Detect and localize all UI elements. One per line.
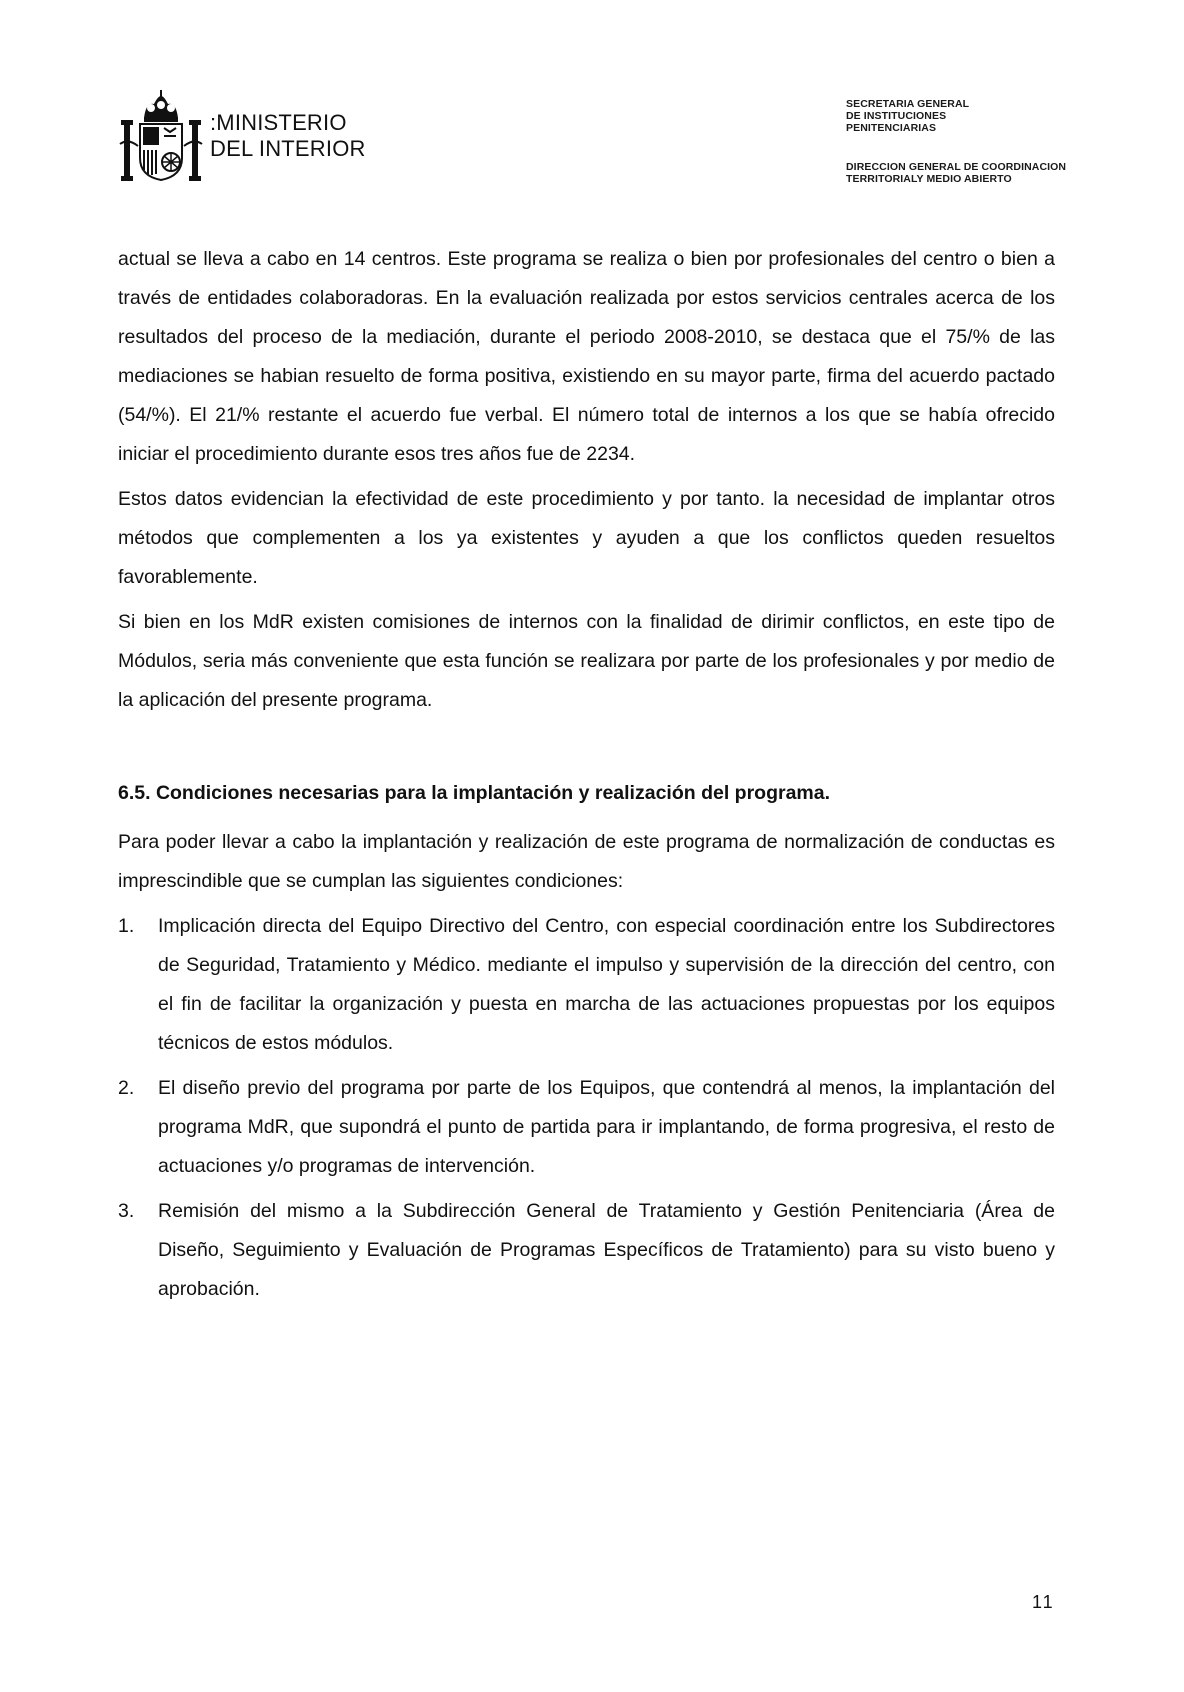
direccion-line: TERRITORIALY MEDIO ABIERTO xyxy=(846,173,1012,185)
direccion-line: DIRECCION GENERAL DE COORDINACION xyxy=(846,161,1067,173)
list-item-text: El diseño previo del programa por parte de los Equipos, que contendrá al menos, la implantación del programa MdR, que supondrá el punto de partida para ir implantando, de forma progresiva, el resto de actuaciones y/o programas de intervención. xyxy=(158,1077,1055,1177)
page-number: 11 xyxy=(1032,1592,1055,1612)
list-item-text: Remisión del mismo a la Subdirección General de Tratamiento y Gestión Penitenciaria (Área de Diseño, Seguimiento y Evaluación de Programas Específicos de Tratamiento) para su visto bueno y aprobación. xyxy=(158,1200,1055,1300)
paragraph: Si bien en los MdR existen comisiones de internos con la finalidad de dirimir conflictos, en este tipo de Módulos, seria más conveniente que esta función se realizara por parte de los profesionales y por medio de la aplicación del presente programa. xyxy=(118,611,1055,711)
section-heading: 6.5. Condiciones necesarias para la implantación y realización del programa. xyxy=(118,782,831,804)
section-intro: Para poder llevar a cabo la implantación y realización de este programa de normalización de conductas es imprescindible que se cumplan las siguientes condiciones: xyxy=(118,831,1055,892)
secretaria-line: SECRETARIA GENERAL xyxy=(846,98,970,110)
list-item-number: 3. xyxy=(118,1200,135,1222)
list-item-number: 1. xyxy=(118,915,135,937)
conditions-list xyxy=(118,907,1055,1309)
ministry-name xyxy=(210,110,366,162)
list-item xyxy=(118,1069,1055,1186)
list-item-number: 2. xyxy=(118,1077,135,1099)
secretaria-line: PENITENCIARIAS xyxy=(846,122,937,134)
secretaria-line: DE INSTITUCIONES xyxy=(846,110,947,122)
list-item-text: Implicación directa del Equipo Directivo del Centro, con especial coordinación entre los Subdirectores de Seguridad, Tratamiento y Médico. mediante el impulso y supervisión de la dirección del centro, con el fin de facilitar la organización y puesta en marcha de las actuaciones propuestas por los equipos técnicos de estos módulos. xyxy=(158,915,1055,1054)
letterhead-departments xyxy=(846,98,1066,185)
ministry-name-line1: :MINISTERIO xyxy=(210,110,347,135)
direccion-block xyxy=(846,161,1066,185)
letterhead-ministry xyxy=(116,88,366,188)
paragraph: actual se lleva a cabo en 14 centros. Este programa se realiza o bien por profesionales del centro o bien a través de entidades colaboradoras. En la evaluación realizada por estos servicios centrales acerca de los resultados del proceso de la mediación, durante el periodo 2008-2010, se destaca que el 75/% de las mediaciones se habian resuelto de forma positiva, existiendo en su mayor parte, firma del acuerdo pactado (54/%). El 21/% restante el acuerdo fue verbal. El número total de internos a los que se había ofrecido iniciar el procedimiento durante esos tres años fue de 2234. xyxy=(118,248,1055,465)
ministry-name-line2: DEL INTERIOR xyxy=(210,136,366,161)
list-item xyxy=(118,1192,1055,1309)
spanish-coat-of-arms-icon xyxy=(116,88,206,188)
secretaria-block xyxy=(846,98,1066,134)
document-body xyxy=(118,240,1055,1315)
list-item xyxy=(118,907,1055,1063)
paragraph: Estos datos evidencian la efectividad de este procedimiento y por tanto. la necesidad de implantar otros métodos que complementen a los ya existentes y ayuden a que los conflictos queden resueltos favorablemente. xyxy=(118,488,1055,588)
